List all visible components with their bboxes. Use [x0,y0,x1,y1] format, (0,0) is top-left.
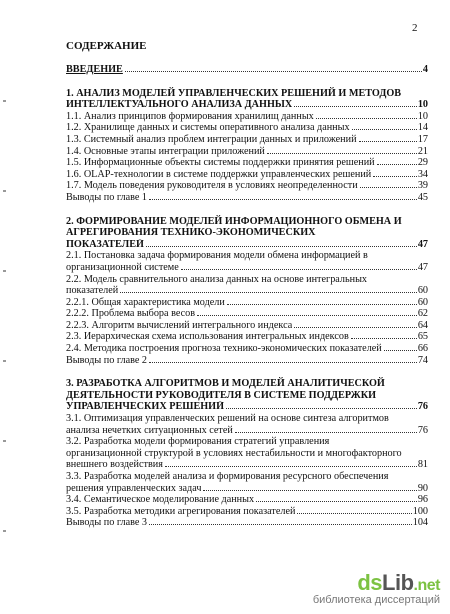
chapter-3-title-final[interactable] [66,401,428,413]
toc-entry[interactable] [66,122,428,134]
leader-dots [181,269,417,270]
leader-dots [267,153,417,154]
toc-entry-page: 65 [417,331,428,343]
toc-entry-title: 2.3. Иерархическая схема использования интегральных индексов [66,331,349,343]
page-title: СОДЕРЖАНИЕ [66,40,147,52]
scan-edge-marks [3,60,9,580]
toc-entry[interactable] [66,180,428,192]
toc-entry[interactable] [66,157,428,169]
toc-entry-title: ВВЕДЕНИЕ [66,64,123,75]
toc-entry-line: 3.1. Оптимизация управленческих решений на основе синтеза алгоритмов [66,413,389,425]
toc-entry-line: организационной структурой в условиях нестабильности и многофакторного [66,447,402,459]
chapter-page: 10 [417,99,428,111]
toc-entry-page: 76 [417,424,428,436]
chapter-2-title-line[interactable]: 2. ФОРМИРОВАНИЕ МОДЕЛЕЙ ИНФОРМАЦИОННОГО ОБМЕНА И [66,215,402,227]
toc-entry-title: 3.4. Семантическое моделирование данных [66,494,255,506]
leader-dots [294,106,417,107]
toc-entry[interactable] [66,111,428,123]
leader-dots [125,71,422,72]
leader-dots [359,141,417,142]
toc-entry-page: 47 [417,261,428,273]
chapter-1-title-final[interactable] [66,99,428,111]
leader-dots [294,327,417,328]
toc-entry-page: 81 [417,459,428,471]
toc-entry-page: 66 [417,343,428,355]
page-number: 2 [412,22,418,34]
leader-dots [360,187,417,188]
toc-entry-title: 2.4. Методика построения прогноза технико-экономических показателей [66,343,382,355]
toc-entry-title: 1.5. Информационные объекты системы поддержки принятия решений [66,157,375,169]
toc-entry-page: 74 [417,354,428,366]
toc-entry-title: Выводы по главе 1 [66,191,148,203]
toc-entry-title: 1.6. OLAP-технологии в системе поддержки управленческих решений [66,168,372,180]
toc-entry-page: 45 [417,191,428,203]
toc-entry-page: 14 [417,122,428,134]
toc-entry-title: 3.5. Разработка методики агрегирования показателей [66,505,296,517]
table-of-contents [66,64,428,529]
leader-dots [377,164,417,165]
leader-dots [227,304,417,305]
leader-dots [373,176,417,177]
toc-entry-page: 17 [417,133,428,145]
toc-entry[interactable] [66,274,428,297]
toc-entry-title: решения управленческих задач [66,482,202,494]
toc-entry[interactable] [66,494,428,506]
toc-entry-title: Выводы по главе 2 [66,354,148,366]
toc-entry[interactable] [66,436,428,471]
leader-dots [352,129,417,130]
toc-entry-page: 64 [417,319,428,331]
chapter-2-title-line[interactable]: АГРЕГИРОВАНИЯ ТЕХНИКО-ЭКОНОМИЧЕСКИХ [66,227,316,239]
toc-entry-title: 2.2.1. Общая характеристика модели [66,296,225,308]
toc-entry-page: 4 [422,64,428,75]
leader-dots [146,246,417,247]
chapter-3-title-line[interactable]: 3. РАЗРАБОТКА АЛГОРИТМОВ И МОДЕЛЕЙ АНАЛИТИЧЕСКОЙ [66,378,385,390]
toc-entry-page: 90 [417,482,428,494]
toc-entry[interactable] [66,343,428,355]
toc-entry-page: 100 [412,505,428,517]
toc-entry[interactable] [66,320,428,332]
toc-entry-title: 1.4. Основные этапы интеграции приложений [66,145,265,157]
toc-entry-title: показателей [66,285,119,297]
leader-dots [149,524,412,525]
toc-entry-page: 62 [417,308,428,320]
toc-entry[interactable] [66,355,428,367]
chapter-page: 76 [417,401,428,413]
chapter-title-text: ПОКАЗАТЕЛЕЙ [66,238,144,250]
toc-entry-title: 1.1. Анализ принципов формирования хранилищ данных [66,110,314,122]
leader-dots [203,490,416,491]
toc-entry-page: 34 [417,168,428,180]
leader-dots [197,315,417,316]
toc-entry[interactable] [66,169,428,181]
chapter-1-title-line[interactable]: 1. АНАЛИЗ МОДЕЛЕЙ УПРАВЛЕНЧЕСКИХ РЕШЕНИЙ И МЕТОДОВ [66,87,402,99]
chapter-3-items [66,413,428,529]
toc-entry-title: Выводы по главе 3 [66,517,148,529]
toc-entry-title: 2.2.2. Проблема выбора весов [66,308,196,320]
watermark-logo: dsLib.net [357,570,440,595]
chapter-2-title-final[interactable] [66,239,428,251]
toc-entry-page: 21 [417,145,428,157]
leader-dots [226,408,417,409]
toc-entry[interactable] [66,134,428,146]
toc-entry-page: 39 [417,180,428,192]
toc-entry-page: 10 [417,110,428,122]
toc-entry-page: 60 [417,285,428,297]
toc-entry[interactable] [66,506,428,518]
toc-entry-line: 2.1. Постановка задача формирования модели обмена информацией в [66,250,368,262]
toc-entry-line: 3.3. Разработка моделей анализа и формирования ресурсного обеспечения [66,471,389,482]
toc-entry-title: внешнего воздействия [66,459,163,471]
leader-dots [256,501,417,502]
toc-entry-title: организационной системе [66,261,179,273]
toc-entry[interactable] [66,471,428,494]
toc-entry-line: 2.2. Модель сравнительного анализа данных на основе интегральных [66,273,368,285]
toc-entry[interactable] [66,297,428,309]
leader-dots [384,350,417,351]
leader-dots [165,466,417,467]
watermark [313,570,440,606]
toc-entry[interactable] [66,192,428,204]
leader-dots [316,118,417,119]
chapter-2-items [66,250,428,366]
toc-entry-page: 104 [412,517,428,529]
toc-entry[interactable] [66,146,428,158]
toc-entry-line: 3.2. Разработка модели формирования стратегий управления [66,436,330,448]
toc-entry-title: анализа нечетких ситуационных сетей [66,424,233,436]
watermark-subtitle: библиотека диссертаций [312,594,440,606]
chapter-page: 47 [417,238,428,250]
chapter-title-text: УПРАВЛЕНЧЕСКИХ РЕШЕНИЙ [66,401,225,413]
leader-dots [351,338,417,339]
chapter-1-items [66,111,428,204]
toc-entry-title: 2.2.3. Алгоритм вычислений интегрального индекса [66,319,293,331]
chapter-3-title-line[interactable]: ДЕЯТЕЛЬНОСТИ РУКОВОДИТЕЛЯ В СИСТЕМЕ ПОДДЕРЖКИ [66,389,377,401]
leader-dots [297,513,411,514]
leader-dots [235,432,417,433]
leader-dots [120,292,417,293]
toc-entry-title: 1.3. Системный анализ проблем интеграции данных и приложений [66,133,357,145]
toc-entry-intro[interactable] [66,64,428,76]
toc-entry-page: 29 [417,157,428,169]
chapter-title-text: ИНТЕЛЛЕКТУАЛЬНОГО АНАЛИЗА ДАННЫХ [66,99,293,111]
toc-entry[interactable] [66,413,428,436]
toc-entry-page: 96 [417,494,428,506]
toc-entry[interactable] [66,331,428,343]
toc-entry[interactable] [66,308,428,320]
toc-entry[interactable] [66,517,428,529]
toc-entry-page: 60 [417,296,428,308]
leader-dots [149,199,417,200]
toc-entry-title: 1.7. Модель поведения руководителя в условиях неопределенности [66,180,358,192]
leader-dots [149,362,417,363]
toc-entry-title: 1.2. Хранилище данных и системы оперативного анализа данных [66,122,350,134]
toc-entry[interactable] [66,250,428,273]
